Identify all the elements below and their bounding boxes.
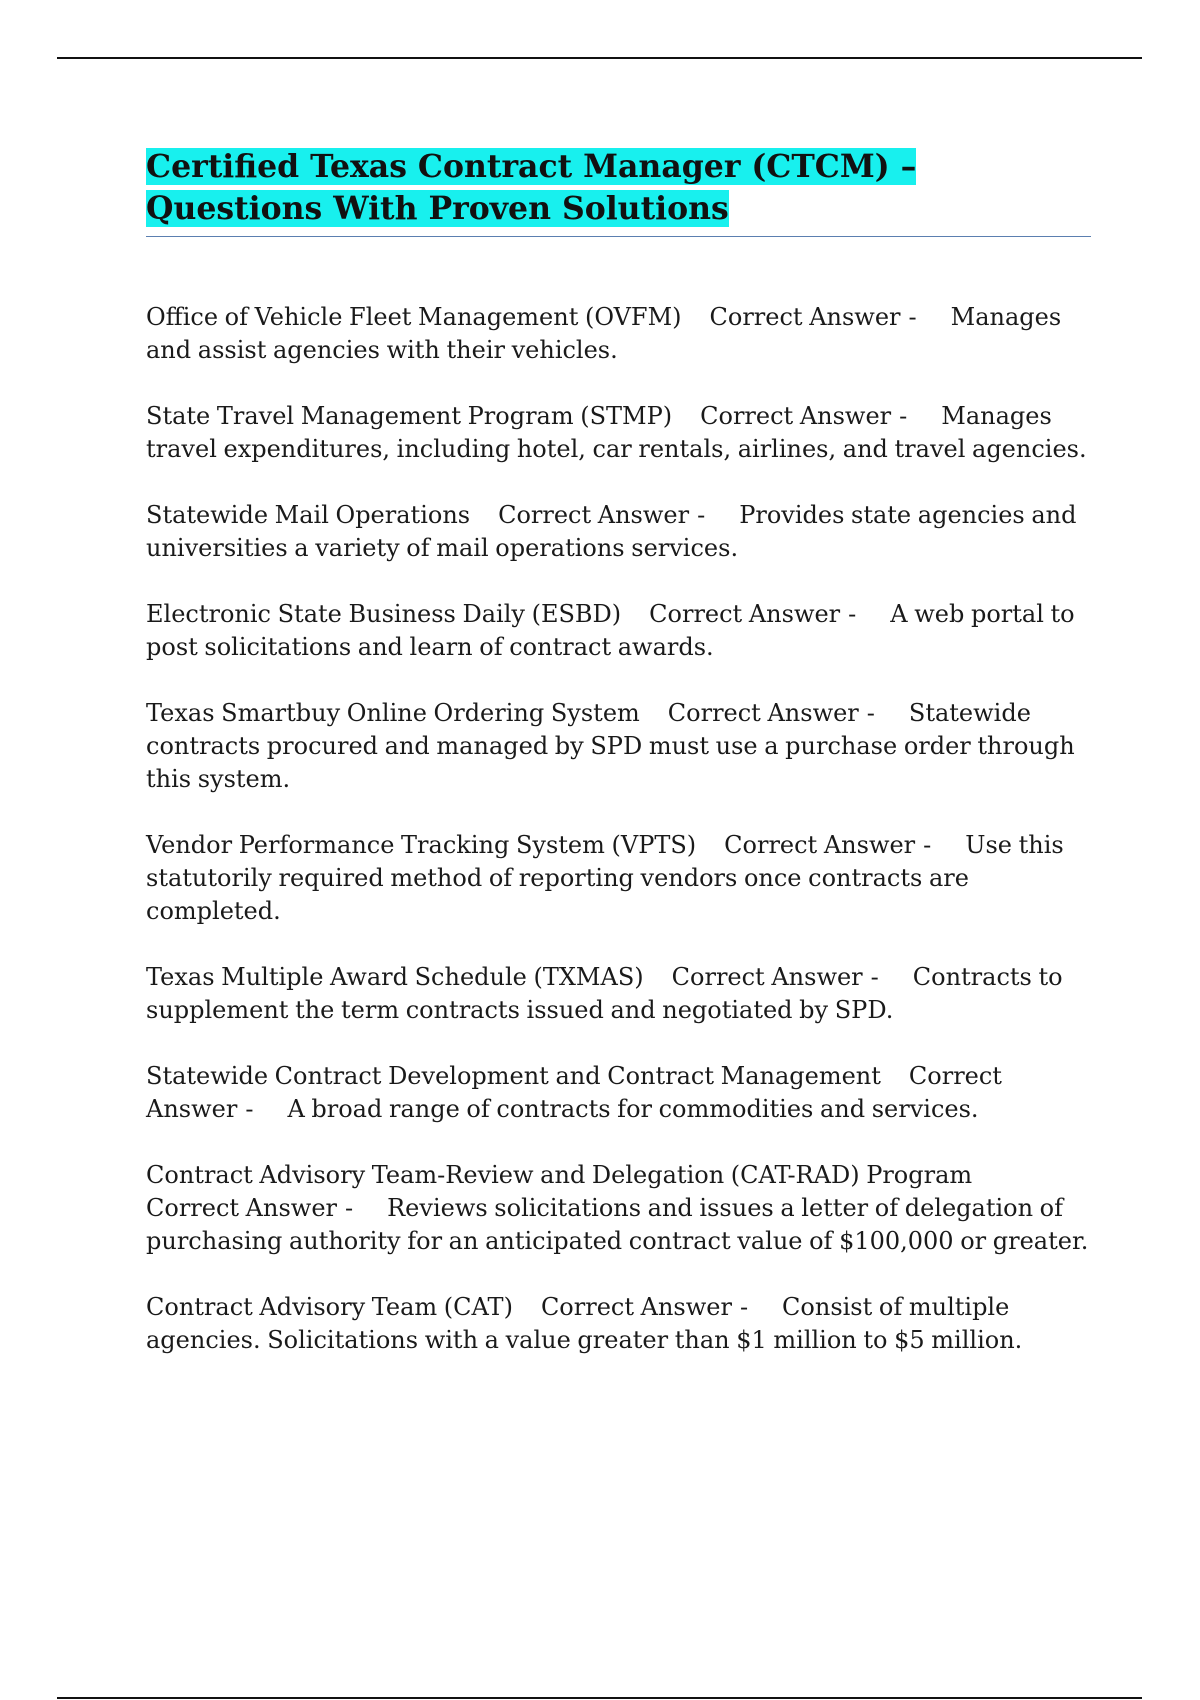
qa-item (146, 499, 1091, 565)
qa-answer: Reviews solicitations and issues a letter of delegation of purchasing authority for an anticipated contract value of $100,000 or greater. (146, 1194, 1089, 1255)
qa-item (146, 697, 1091, 796)
qa-dash: - (899, 402, 908, 430)
qa-answer-label: Correct Answer (649, 600, 841, 628)
qa-question: State Travel Management Program (STMP) (146, 402, 673, 430)
qa-answer: Provides state agencies and universities a variety of mail operations services. (146, 501, 1077, 562)
qa-answer-label: Correct Answer (146, 1062, 1002, 1123)
qa-question: Office of Vehicle Fleet Management (OVFM) (146, 303, 682, 331)
qa-answer: Manages and assist agencies with their vehicles. (146, 303, 1062, 364)
qa-item (146, 1291, 1091, 1357)
qa-answer-label: Correct Answer (724, 831, 916, 859)
qa-answer-label: Correct Answer (671, 963, 863, 991)
qa-answer-label: Correct Answer (667, 699, 859, 727)
qa-dash: - (923, 831, 932, 859)
qa-question: Electronic State Business Daily (ESBD) (146, 600, 622, 628)
qa-item (146, 829, 1091, 928)
qa-answer: Consist of multiple agencies. Solicitations with a value greater than $1 million to $5 million. (146, 1293, 1023, 1354)
qa-answer: A broad range of contracts for commodities and services. (287, 1095, 979, 1123)
qa-dash: - (848, 600, 857, 628)
qa-answer-label: Correct Answer (498, 501, 690, 529)
qa-answer: Contracts to supplement the term contracts issued and negotiated by SPD. (146, 963, 1063, 1024)
document-title (146, 146, 1091, 230)
qa-question: Statewide Mail Operations (146, 501, 471, 529)
bottom-rule (57, 1697, 1142, 1699)
qa-question: Vendor Performance Tracking System (VPTS) (146, 831, 697, 859)
qa-question: Texas Multiple Award Schedule (TXMAS) (146, 963, 644, 991)
qa-item (146, 1159, 1091, 1258)
qa-dash: - (345, 1194, 354, 1222)
qa-answer-label: Correct Answer (540, 1293, 732, 1321)
qa-question: Texas Smartbuy Online Ordering System (146, 699, 640, 727)
qa-question: Contract Advisory Team-Review and Delegation (CAT-RAD) Program (146, 1161, 973, 1189)
qa-list (146, 301, 1091, 1357)
qa-answer: Use this statutorily required method of reporting vendors once contracts are completed. (146, 831, 1064, 925)
qa-dash: - (739, 1293, 749, 1321)
qa-dash: - (870, 963, 879, 991)
qa-dash: - (697, 501, 706, 529)
qa-item (146, 961, 1091, 1027)
document-title-text: Certified Texas Contract Manager (CTCM) – Questions With Proven Solutions (146, 148, 917, 227)
qa-item (146, 400, 1091, 466)
qa-answer: Statewide contracts procured and managed by SPD must use a purchase order through this system. (146, 699, 1075, 793)
qa-item (146, 598, 1091, 664)
top-rule (57, 57, 1142, 59)
qa-answer: Manages travel expenditures, including hotel, car rentals, airlines, and travel agencies. (146, 402, 1087, 463)
qa-question: Statewide Contract Development and Contract Management (146, 1062, 881, 1090)
qa-dash: - (866, 699, 875, 727)
qa-answer: A web portal to post solicitations and learn of contract awards. (146, 600, 1075, 661)
qa-item (146, 301, 1091, 367)
qa-answer-label: Correct Answer (700, 402, 892, 430)
qa-answer-label: Correct Answer (146, 1194, 337, 1222)
qa-answer-label: Correct Answer (709, 303, 901, 331)
qa-item (146, 1060, 1091, 1126)
document-page (146, 146, 1091, 1390)
title-block (146, 146, 1091, 237)
qa-dash: - (245, 1095, 254, 1123)
qa-dash: - (908, 303, 917, 331)
qa-question: Contract Advisory Team (CAT) (146, 1293, 513, 1321)
